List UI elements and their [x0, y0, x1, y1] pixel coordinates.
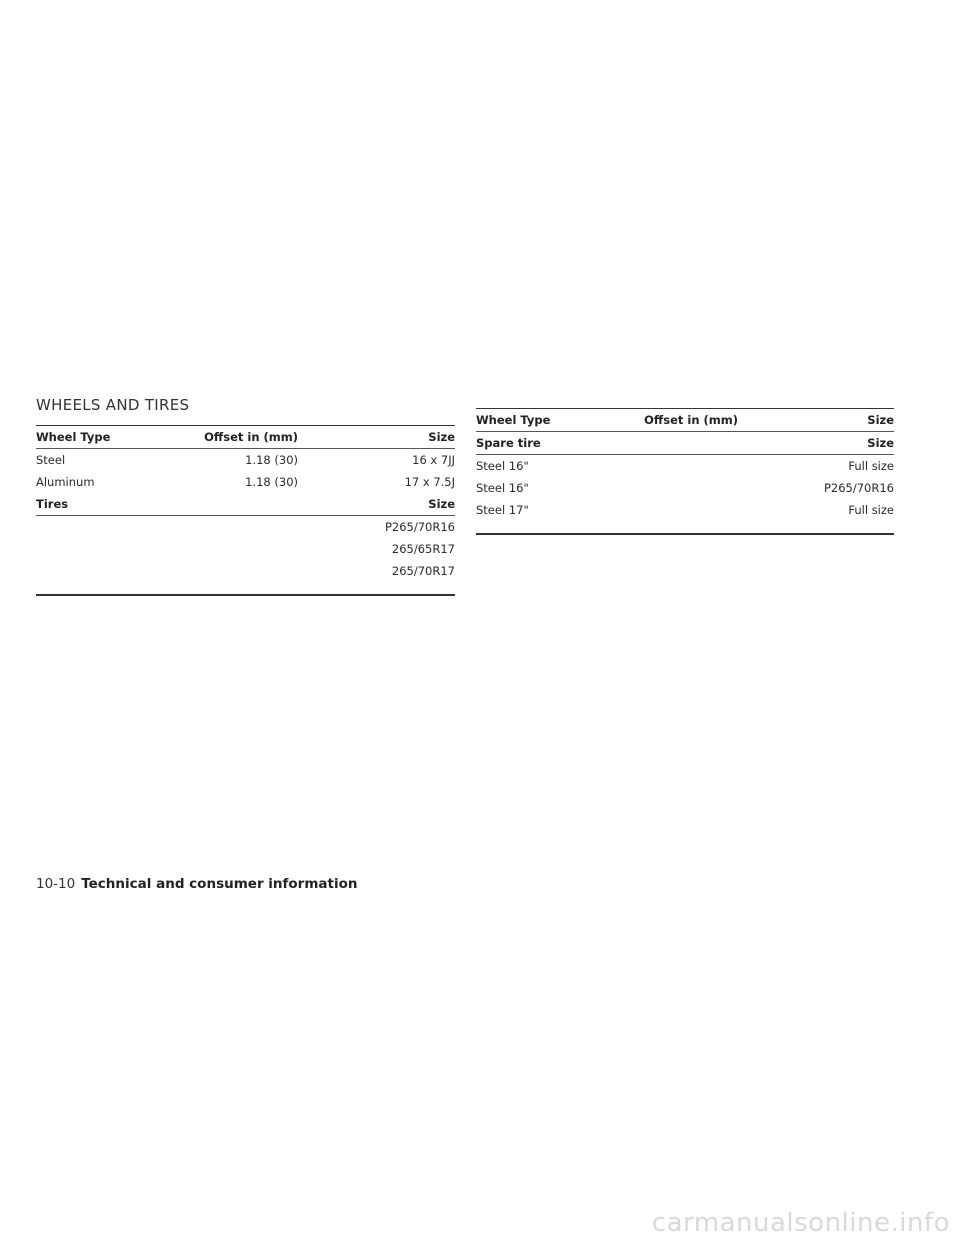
header-offset: Offset in (mm): [626, 409, 738, 432]
table-row: [476, 455, 894, 478]
cell-size: P265/70R16: [823, 481, 894, 495]
cell-offset: 1.18 (30): [245, 475, 298, 489]
table-row: [36, 449, 455, 472]
header-wheel-type: Wheel Type: [36, 426, 186, 449]
table-row: [476, 477, 894, 499]
cell-size: 16 x 7JJ: [412, 453, 455, 467]
spare-header-row: [476, 432, 894, 455]
cell-tire-size: 265/70R17: [391, 564, 455, 578]
watermark: carmanualsonline.info: [651, 1208, 950, 1238]
table-row: [36, 560, 455, 582]
footer-section-name: Technical and consumer information: [81, 876, 358, 892]
header-spare-tire: Spare tire: [476, 432, 626, 455]
header-offset: Offset in (mm): [186, 426, 298, 449]
header-tires: Tires: [36, 493, 186, 516]
header-wheel-type: Wheel Type: [476, 409, 626, 432]
header-size: Size: [298, 426, 455, 449]
section-title: WHEELS AND TIRES: [36, 396, 190, 414]
header-spare-size: Size: [738, 432, 894, 455]
cell-tire-size: 265/65R17: [391, 542, 455, 556]
wheels-tires-table: [36, 425, 455, 582]
table-end-rule: [476, 533, 894, 535]
header-tire-size: Size: [298, 493, 455, 516]
cell-wheel-type: Steel 16": [476, 459, 529, 473]
table-end-rule: [36, 594, 455, 596]
header-size: Size: [738, 409, 894, 432]
table-row: [476, 499, 894, 521]
cell-size: 17 x 7.5J: [404, 475, 455, 489]
spare-tire-table: [476, 408, 894, 521]
table-row: [36, 538, 455, 560]
cell-tire-size: P265/70R16: [384, 520, 455, 534]
cell-wheel-type: Steel: [36, 453, 66, 467]
cell-wheel-type: Steel 16": [476, 481, 529, 495]
tires-header-row: [36, 493, 455, 516]
table-header-row: [476, 409, 894, 432]
table-row: [36, 516, 455, 539]
cell-offset: 1.18 (30): [245, 453, 298, 467]
cell-wheel-type: Steel 17": [476, 503, 529, 517]
cell-size: Full size: [848, 459, 894, 473]
table-header-row: [36, 426, 455, 449]
table-row: [36, 471, 455, 493]
page-number: 10-10: [36, 876, 76, 892]
page-footer: [36, 876, 357, 892]
cell-wheel-type: Aluminum: [36, 475, 95, 489]
cell-size: Full size: [848, 503, 894, 517]
